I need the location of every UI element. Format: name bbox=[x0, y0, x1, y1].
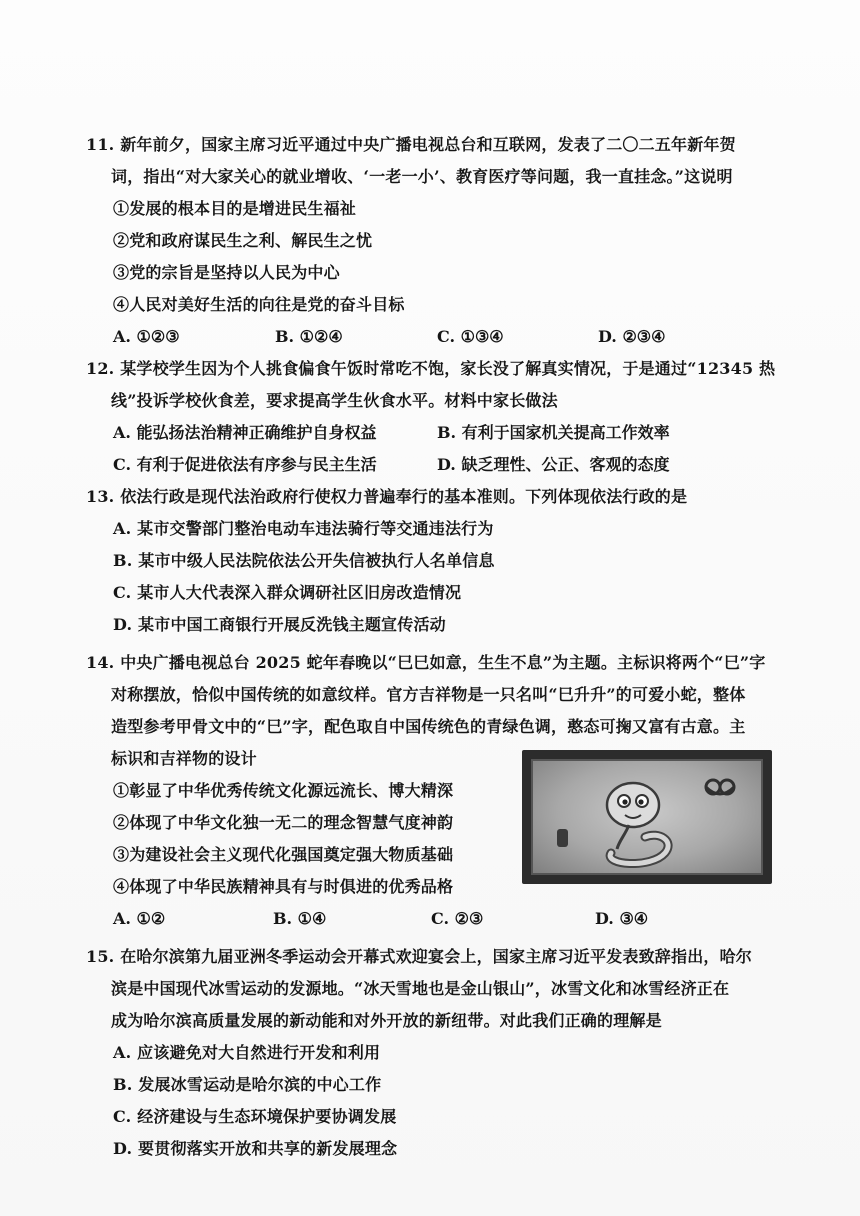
q15-option-c[interactable]: C. 经济建设与生态环境保护要协调发展 bbox=[113, 1107, 397, 1126]
q11-stem-line-2: 词，指出“对大家关心的就业增收、‘一老一小’、教育医疗等问题，我一直挂念。”这说明 bbox=[111, 167, 733, 186]
q14-option-b[interactable]: B. ①④ bbox=[273, 909, 327, 928]
q14-option-d[interactable]: D. ③④ bbox=[595, 909, 649, 928]
q11-option-b[interactable]: B. ①②④ bbox=[275, 327, 343, 346]
q15-option-b[interactable]: B. 发展冰雪运动是哈尔滨的中心工作 bbox=[113, 1075, 382, 1094]
q14-statement-4: ④体现了中华民族精神具有与时俱进的优秀品格 bbox=[113, 877, 454, 896]
mascot-figure bbox=[522, 750, 772, 884]
q14-stem-line-1: 14. 中央广播电视总台 2025 蛇年春晚以“巳巳如意，生生不息”为主题。主标识将两个“巳”字 bbox=[86, 653, 766, 672]
q13-option-a[interactable]: A. 某市交警部门整治电动车违法骑行等交通违法行为 bbox=[113, 519, 494, 538]
q11-option-d[interactable]: D. ②③④ bbox=[598, 327, 666, 346]
q13-stem-line-1: 13. 依法行政是现代法治政府行使权力普遍奉行的基本准则。下列体现依法行政的是 bbox=[86, 487, 688, 506]
q14-option-c[interactable]: C. ②③ bbox=[431, 909, 484, 928]
q15-option-a[interactable]: A. 应该避免对大自然进行开发和利用 bbox=[113, 1043, 381, 1062]
q15-stem-line-1: 15. 在哈尔滨第九届亚洲冬季运动会开幕式欢迎宴会上，国家主席习近平发表致辞指出，哈尔 bbox=[86, 947, 753, 966]
q12-option-c[interactable]: C. 有利于促进依法有序参与民主生活 bbox=[113, 455, 377, 474]
q12-option-b[interactable]: B. 有利于国家机关提高工作效率 bbox=[437, 423, 670, 442]
q14-option-a[interactable]: A. ①② bbox=[113, 909, 166, 928]
q12-option-a[interactable]: A. 能弘扬法治精神正确维护自身权益 bbox=[113, 423, 377, 442]
q11-statement-1: ①发展的根本目的是增进民生福祉 bbox=[113, 199, 357, 218]
q14-statement-3: ③为建设社会主义现代化强国奠定强大物质基础 bbox=[113, 845, 454, 864]
q15-option-d[interactable]: D. 要贯彻落实开放和共享的新发展理念 bbox=[113, 1139, 398, 1158]
q12-stem-line-2: 线”投诉学校伙食差，要求提高学生伙食水平。材料中家长做法 bbox=[111, 391, 558, 410]
snake-mascot-icon bbox=[533, 761, 761, 873]
q12-option-d[interactable]: D. 缺乏理性、公正、客观的态度 bbox=[437, 455, 670, 474]
mascot-panel bbox=[531, 759, 763, 875]
q13-option-b[interactable]: B. 某市中级人民法院依法公开失信被执行人名单信息 bbox=[113, 551, 495, 570]
q14-statement-1: ①彰显了中华优秀传统文化源远流长、博大精深 bbox=[113, 781, 454, 800]
q11-option-c[interactable]: C. ①③④ bbox=[437, 327, 504, 346]
q13-option-c[interactable]: C. 某市人大代表深入群众调研社区旧房改造情况 bbox=[113, 583, 462, 602]
q11-statement-4: ④人民对美好生活的向往是党的奋斗目标 bbox=[113, 295, 405, 314]
q11-option-a[interactable]: A. ①②③ bbox=[113, 327, 180, 346]
q15-stem-line-2: 滨是中国现代冰雪运动的发源地。“冰天雪地也是金山银山”，冰雪文化和冰雪经济正在 bbox=[111, 979, 730, 998]
q14-stem-line-2: 对称摆放，恰似中国传统的如意纹样。官方吉祥物是一只名叫“巳升升”的可爱小蛇，整体 bbox=[111, 685, 746, 704]
q11-statement-2: ②党和政府谋民生之利、解民生之忧 bbox=[113, 231, 373, 250]
q14-statement-2: ②体现了中华文化独一无二的理念智慧气度神韵 bbox=[113, 813, 454, 832]
q13-option-d[interactable]: D. 某市中国工商银行开展反洗钱主题宣传活动 bbox=[113, 615, 446, 634]
q12-stem-line-1: 12. 某学校学生因为个人挑食偏食午饭时常吃不饱，家长没了解真实情况，于是通过“12345 热 bbox=[86, 359, 776, 378]
q11-stem-line-1: 11. 新年前夕，国家主席习近平通过中央广播电视总台和互联网，发表了二〇二五年新年贺 bbox=[86, 135, 736, 154]
q11-statement-3: ③党的宗旨是坚持以人民为中心 bbox=[113, 263, 340, 282]
q15-stem-line-3: 成为哈尔滨高质量发展的新动能和对外开放的新纽带。对此我们正确的理解是 bbox=[111, 1011, 662, 1030]
q14-stem-line-3: 造型参考甲骨文中的“巳”字，配色取自中国传统色的青绿色调，憨态可掬又富有古意。主 bbox=[111, 717, 746, 736]
q14-stem-line-4: 标识和吉祥物的设计 bbox=[111, 749, 257, 768]
